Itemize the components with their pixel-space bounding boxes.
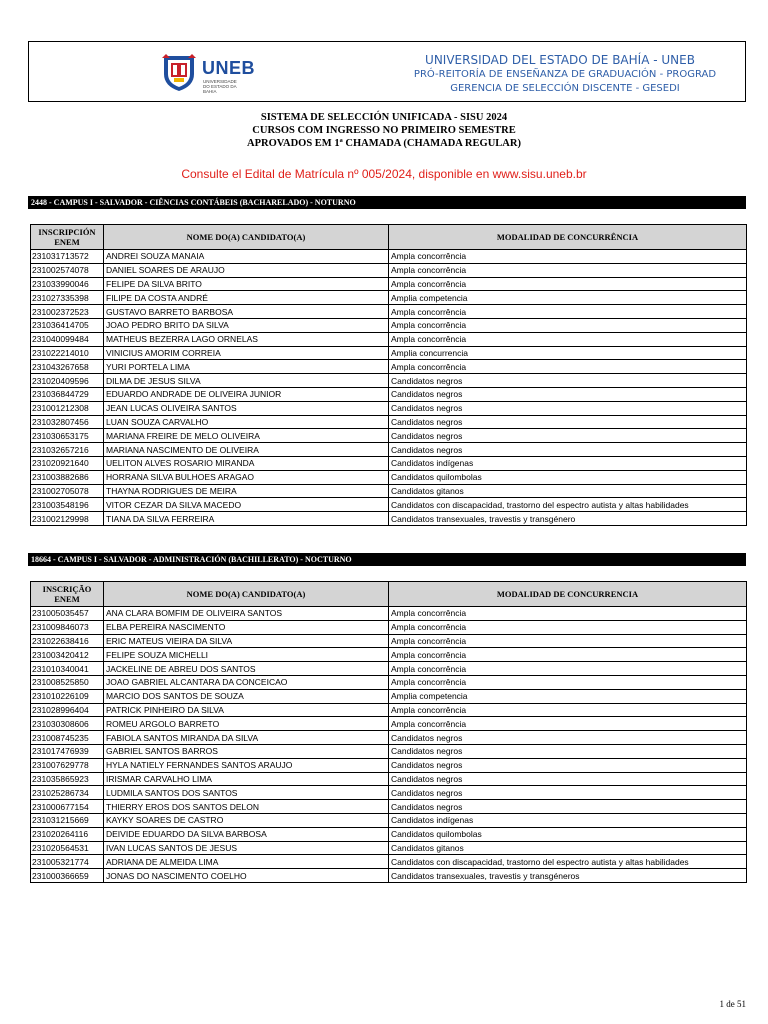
modality-cell: Amplia competencia	[389, 689, 747, 703]
modality-cell: Amplia concurrencia	[389, 346, 747, 360]
candidate-name-cell: MARIANA FREIRE DE MELO OLIVEIRA	[104, 429, 389, 443]
candidate-name-cell: DEIVIDE EDUARDO DA SILVA BARBOSA	[104, 827, 389, 841]
modality-cell: Ampla concorrência	[389, 318, 747, 332]
candidate-name-cell: JACKELINE DE ABREU DOS SANTOS	[104, 662, 389, 676]
candidate-name-cell: MARCIO DOS SANTOS DE SOUZA	[104, 689, 389, 703]
table-row	[31, 869, 747, 883]
candidate-name-cell: JEAN LUCAS OLIVEIRA SANTOS	[104, 401, 389, 415]
enem-number-cell: 231009846073	[31, 620, 104, 634]
uneb-logo	[160, 52, 260, 92]
candidate-name-cell: VITOR CEZAR DA SILVA MACEDO	[104, 498, 389, 512]
candidate-name-cell: LUAN SOUZA CARVALHO	[104, 415, 389, 429]
course-title-band: 18664 - CAMPUS I - SALVADOR - ADMINISTRACIÓN (BACHILLERATO) - NOCTURNO	[28, 553, 746, 566]
modality-cell: Candidatos negros	[389, 429, 747, 443]
candidate-name-cell: KAYKY SOARES DE CASTRO	[104, 813, 389, 827]
candidate-name-cell: HYLA NATIELY FERNANDES SANTOS ARAUJO	[104, 758, 389, 772]
enem-number-cell: 231008745235	[31, 731, 104, 745]
modality-cell: Ampla concorrência	[389, 675, 747, 689]
logo-wordmark: UNEB	[202, 58, 256, 78]
candidate-name-cell: VINICIUS AMORIM CORREIA	[104, 346, 389, 360]
table-row	[31, 305, 747, 319]
table-row	[31, 250, 747, 264]
candidate-name-cell: GUSTAVO BARRETO BARBOSA	[104, 305, 389, 319]
candidate-name-cell: ERIC MATEUS VIEIRA DA SILVA	[104, 634, 389, 648]
enem-number-cell: 231002574078	[31, 263, 104, 277]
table-row	[31, 443, 747, 457]
table-row	[31, 346, 747, 360]
table-row	[31, 387, 747, 401]
modality-cell: Ampla concorrência	[389, 263, 747, 277]
table-row	[31, 456, 747, 470]
enem-number-cell: 231033990046	[31, 277, 104, 291]
modality-cell: Candidatos gitanos	[389, 484, 747, 498]
modality-cell: Ampla concorrência	[389, 620, 747, 634]
candidate-name-cell: JOAO GABRIEL ALCANTARA DA CONCEICAO	[104, 675, 389, 689]
candidate-name-cell: DANIEL SOARES DE ARAUJO	[104, 263, 389, 277]
modality-cell: Candidatos negros	[389, 443, 747, 457]
candidate-name-cell: ADRIANA DE ALMEIDA LIMA	[104, 855, 389, 869]
title-line-2: CURSOS COM INGRESSO NO PRIMEIRO SEMESTRE	[252, 125, 516, 136]
modality-cell: Candidatos negros	[389, 415, 747, 429]
candidate-name-cell: JOAO PEDRO BRITO DA SILVA	[104, 318, 389, 332]
enem-number-cell: 231035865923	[31, 772, 104, 786]
modality-cell: Ampla concorrência	[389, 717, 747, 731]
enem-number-cell: 231040099484	[31, 332, 104, 346]
column-header-enem: INSCRIÇÃO ENEM	[31, 582, 104, 607]
candidate-name-cell: THAYNA RODRIGUES DE MEIRA	[104, 484, 389, 498]
table-row	[31, 498, 747, 512]
table-row	[31, 758, 747, 772]
table-row	[31, 813, 747, 827]
candidate-name-cell: FELIPE SOUZA MICHELLI	[104, 648, 389, 662]
candidate-name-cell: ELBA PEREIRA NASCIMENTO	[104, 620, 389, 634]
candidate-name-cell: EDUARDO ANDRADE DE OLIVEIRA JUNIOR	[104, 387, 389, 401]
candidate-name-cell: MATHEUS BEZERRA LAGO ORNELAS	[104, 332, 389, 346]
modality-cell: Candidatos con discapacidad, trastorno del espectro autista y altas habilidades	[389, 855, 747, 869]
enem-number-cell: 231028996404	[31, 703, 104, 717]
candidate-name-cell: MARIANA NASCIMENTO DE OLIVEIRA	[104, 443, 389, 457]
enem-number-cell: 231003882686	[31, 470, 104, 484]
table-row	[31, 374, 747, 388]
modality-cell: Candidatos quilombolas	[389, 470, 747, 484]
candidate-name-cell: FABIOLA SANTOS MIRANDA DA SILVA	[104, 731, 389, 745]
column-header-name: NOME DO(A) CANDIDATO(A)	[104, 582, 389, 607]
modality-cell: Candidatos transexuales, travestis y transgénero	[389, 512, 747, 526]
institution-block	[320, 52, 740, 96]
modality-cell: Candidatos negros	[389, 772, 747, 786]
notice-text: Consulte el Edital de Matrícula nº 005/2024, disponible en www.sisu.uneb.br	[181, 167, 587, 181]
candidate-name-cell: ANDREI SOUZA MANAIA	[104, 250, 389, 264]
enem-number-cell: 231030308606	[31, 717, 104, 731]
table-row	[31, 263, 747, 277]
table-row	[31, 731, 747, 745]
uneb-shield-icon	[160, 52, 198, 92]
modality-cell: Ampla concorrência	[389, 250, 747, 264]
enem-number-cell: 231020921640	[31, 456, 104, 470]
modality-cell: Ampla concorrência	[389, 662, 747, 676]
title-line-3: APROVADOS EM 1ª CHAMADA (CHAMADA REGULAR)	[247, 138, 521, 149]
enem-number-cell: 231020264116	[31, 827, 104, 841]
table-row	[31, 662, 747, 676]
modality-cell: Candidatos indígenas	[389, 813, 747, 827]
table-row	[31, 634, 747, 648]
page-number: 1 de 51	[719, 999, 746, 1009]
table-row	[31, 415, 747, 429]
modality-cell: Ampla concorrência	[389, 634, 747, 648]
table-row	[31, 717, 747, 731]
table-row	[31, 689, 747, 703]
candidate-name-cell: UELITON ALVES ROSARIO MIRANDA	[104, 456, 389, 470]
candidate-name-cell: LUDMILA SANTOS DOS SANTOS	[104, 786, 389, 800]
modality-cell: Candidatos gitanos	[389, 841, 747, 855]
institution-prorectorate: PRÓ-REITORÍA DE ENSEÑANZA DE GRADUACIÓN - PROGRAD	[413, 69, 717, 80]
candidate-name-cell: GABRIEL SANTOS BARROS	[104, 744, 389, 758]
enem-number-cell: 231022638416	[31, 634, 104, 648]
table-row	[31, 648, 747, 662]
table-row	[31, 277, 747, 291]
candidates-table	[30, 581, 747, 883]
table-row	[31, 772, 747, 786]
table-row	[31, 620, 747, 634]
candidates-table	[30, 224, 747, 526]
table-row	[31, 512, 747, 526]
table-row	[31, 827, 747, 841]
table-row	[31, 470, 747, 484]
table-row	[31, 800, 747, 814]
modality-cell: Amplia competencia	[389, 291, 747, 305]
title-line-1: SISTEMA DE SELECCIÓN UNIFICADA - SISU 2024	[260, 112, 508, 123]
enem-number-cell: 231000677154	[31, 800, 104, 814]
enem-number-cell: 231000366659	[31, 869, 104, 883]
enem-number-cell: 231010226109	[31, 689, 104, 703]
candidate-name-cell: ANA CLARA BOMFIM DE OLIVEIRA SANTOS	[104, 607, 389, 621]
modality-cell: Candidatos negros	[389, 786, 747, 800]
modality-cell: Candidatos negros	[389, 374, 747, 388]
modality-cell: Ampla concorrência	[389, 607, 747, 621]
table-row	[31, 484, 747, 498]
modality-cell: Candidatos negros	[389, 731, 747, 745]
enem-number-cell: 231002129998	[31, 512, 104, 526]
column-header-modality: MODALIDAD DE CONCURRENCIA	[389, 582, 747, 607]
enem-number-cell: 231003548196	[31, 498, 104, 512]
enem-number-cell: 231010340041	[31, 662, 104, 676]
course-title-band: 2448 - CAMPUS I - SALVADOR - CIÊNCIAS CONTÁBEIS (BACHARELADO) - NOTURNO	[28, 196, 746, 209]
modality-cell: Ampla concorrência	[389, 277, 747, 291]
table-row	[31, 291, 747, 305]
enem-number-cell: 231027335398	[31, 291, 104, 305]
enem-number-cell: 231008525850	[31, 675, 104, 689]
enem-number-cell: 231001212308	[31, 401, 104, 415]
enem-number-cell: 231005035457	[31, 607, 104, 621]
table-row	[31, 703, 747, 717]
table-row	[31, 855, 747, 869]
modality-cell: Candidatos negros	[389, 800, 747, 814]
enem-number-cell: 231020409596	[31, 374, 104, 388]
enem-number-cell: 231031215669	[31, 813, 104, 827]
table-row	[31, 360, 747, 374]
table-row	[31, 744, 747, 758]
column-header-name: NOME DO(A) CANDIDATO(A)	[104, 225, 389, 250]
enem-number-cell: 231022214010	[31, 346, 104, 360]
modality-cell: Candidatos con discapacidad, trastorno del espectro autista y altas habilidades	[389, 498, 747, 512]
table-row	[31, 675, 747, 689]
table-header-row	[31, 225, 747, 250]
modality-cell: Candidatos negros	[389, 758, 747, 772]
candidate-name-cell: IRISMAR CARVALHO LIMA	[104, 772, 389, 786]
modality-cell: Ampla concorrência	[389, 360, 747, 374]
modality-cell: Candidatos transexuales, travestis y transgéneros	[389, 869, 747, 883]
enem-number-cell: 231031713572	[31, 250, 104, 264]
table-row	[31, 429, 747, 443]
modality-cell: Ampla concorrência	[389, 332, 747, 346]
modality-cell: Candidatos negros	[389, 744, 747, 758]
modality-cell: Candidatos negros	[389, 387, 747, 401]
institution-name: UNIVERSIDAD DEL ESTADO DE BAHÍA - UNEB	[425, 53, 695, 67]
candidate-name-cell: FELIPE DA SILVA BRITO	[104, 277, 389, 291]
document-title	[0, 111, 768, 150]
logo-subtitle: UNIVERSIDADE DO ESTADO DA BAHIA	[203, 79, 237, 94]
table-row	[31, 607, 747, 621]
table-row	[31, 401, 747, 415]
candidate-name-cell: THIERRY EROS DOS SANTOS DELON	[104, 800, 389, 814]
table-row	[31, 841, 747, 855]
table-row	[31, 786, 747, 800]
enem-number-cell: 231030653175	[31, 429, 104, 443]
enem-number-cell: 231007629778	[31, 758, 104, 772]
candidate-name-cell: HORRANA SILVA BULHOES ARAGAO	[104, 470, 389, 484]
enem-number-cell: 231036414705	[31, 318, 104, 332]
table-header-row	[31, 582, 747, 607]
enem-number-cell: 231036844729	[31, 387, 104, 401]
modality-cell: Candidatos quilombolas	[389, 827, 747, 841]
enem-number-cell: 231002705078	[31, 484, 104, 498]
enem-number-cell: 231017476939	[31, 744, 104, 758]
candidate-name-cell: PATRICK PINHEIRO DA SILVA	[104, 703, 389, 717]
enem-number-cell: 231002372523	[31, 305, 104, 319]
modality-cell: Ampla concorrência	[389, 703, 747, 717]
candidate-name-cell: ROMEU ARGOLO BARRETO	[104, 717, 389, 731]
candidate-name-cell: IVAN LUCAS SANTOS DE JESUS	[104, 841, 389, 855]
enem-number-cell: 231005321774	[31, 855, 104, 869]
institution-management: GERENCIA DE SELECCIÓN DISCENTE - GESEDI	[450, 83, 680, 94]
candidate-name-cell: TIANA DA SILVA FERREIRA	[104, 512, 389, 526]
table-row	[31, 332, 747, 346]
enem-number-cell: 231020564531	[31, 841, 104, 855]
modality-cell: Ampla concorrência	[389, 305, 747, 319]
enem-number-cell: 231032807456	[31, 415, 104, 429]
candidate-name-cell: JONAS DO NASCIMENTO COELHO	[104, 869, 389, 883]
column-header-modality: MODALIDAD DE CONCURRÊNCIA	[389, 225, 747, 250]
modality-cell: Candidatos negros	[389, 401, 747, 415]
enem-number-cell: 231003420412	[31, 648, 104, 662]
modality-cell: Ampla concorrência	[389, 648, 747, 662]
table-row	[31, 318, 747, 332]
enem-number-cell: 231032657216	[31, 443, 104, 457]
candidate-name-cell: FILIPE DA COSTA ANDRÉ	[104, 291, 389, 305]
column-header-enem: INSCRIPCIÓN ENEM	[31, 225, 104, 250]
candidate-name-cell: DILMA DE JESUS SILVA	[104, 374, 389, 388]
enem-number-cell: 231025286734	[31, 786, 104, 800]
enem-number-cell: 231043267658	[31, 360, 104, 374]
modality-cell: Candidatos indígenas	[389, 456, 747, 470]
candidate-name-cell: YURI PORTELA LIMA	[104, 360, 389, 374]
